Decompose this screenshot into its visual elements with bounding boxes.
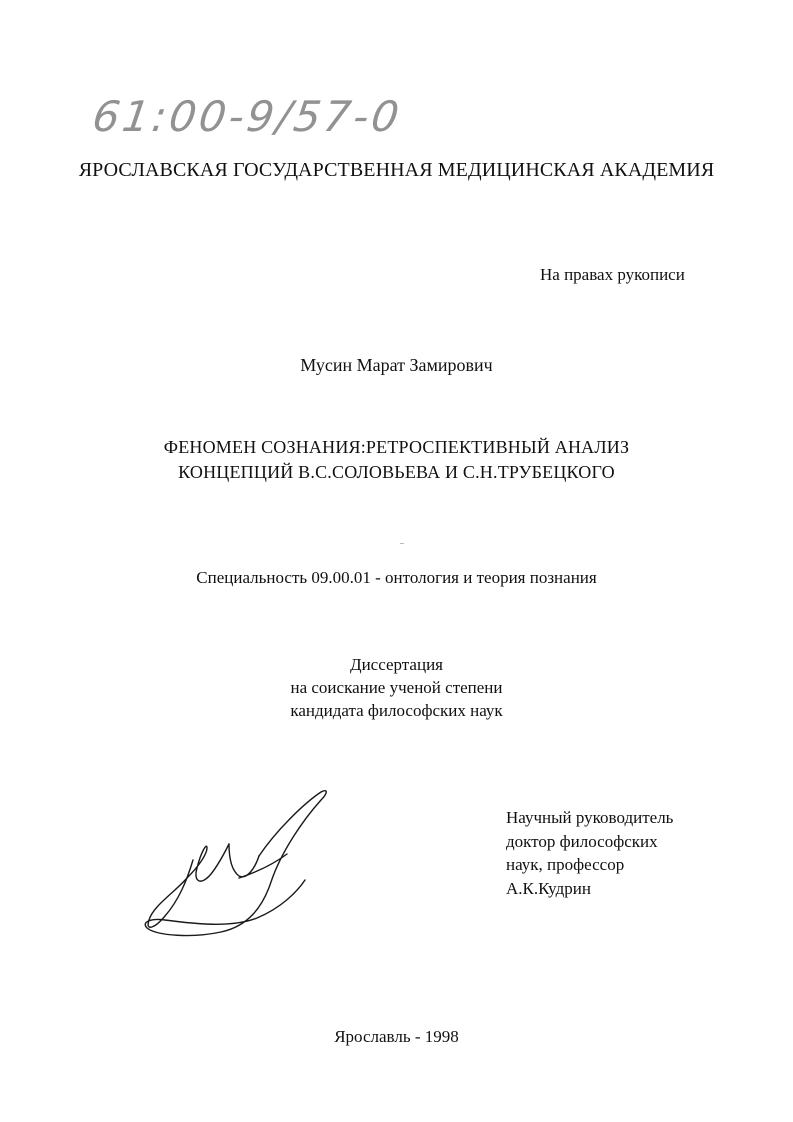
specialty-line: Специальность 09.00.01 - онтология и теория познания	[196, 568, 597, 587]
supervisor-name: А.К.Кудрин	[506, 879, 591, 898]
institution-name: ЯРОСЛАВСКАЯ ГОСУДАРСТВЕННАЯ МЕДИЦИНСКАЯ АКАДЕМИЯ	[78, 159, 715, 181]
signature-icon	[135, 782, 345, 942]
degree-name: кандидата философских наук	[290, 701, 503, 720]
city-and-year: Ярославль - 1998	[334, 1027, 459, 1046]
handwritten-catalog-mark: 61:00-9/57-0	[89, 92, 405, 141]
author-name: Мусин Марат Замирович	[300, 355, 493, 375]
supervisor-role: Научный руководитель	[506, 808, 674, 827]
supervisor-title: наук, профессор	[506, 855, 625, 874]
degree-purpose: на соискание ученой степени	[290, 678, 503, 697]
manuscript-note: На правах рукописи	[540, 265, 685, 284]
supervisor-degree: доктор философских	[506, 832, 658, 851]
thesis-title-line-1: ФЕНОМЕН СОЗНАНИЯ:РЕТРОСПЕКТИВНЫЙ АНАЛИЗ	[163, 437, 630, 457]
scan-speck	[400, 543, 404, 544]
thesis-title-line-2: КОНЦЕПЦИЙ В.С.СОЛОВЬЕВА И С.Н.ТРУБЕЦКОГО	[178, 462, 615, 482]
dissertation-label: Диссертация	[349, 655, 443, 674]
